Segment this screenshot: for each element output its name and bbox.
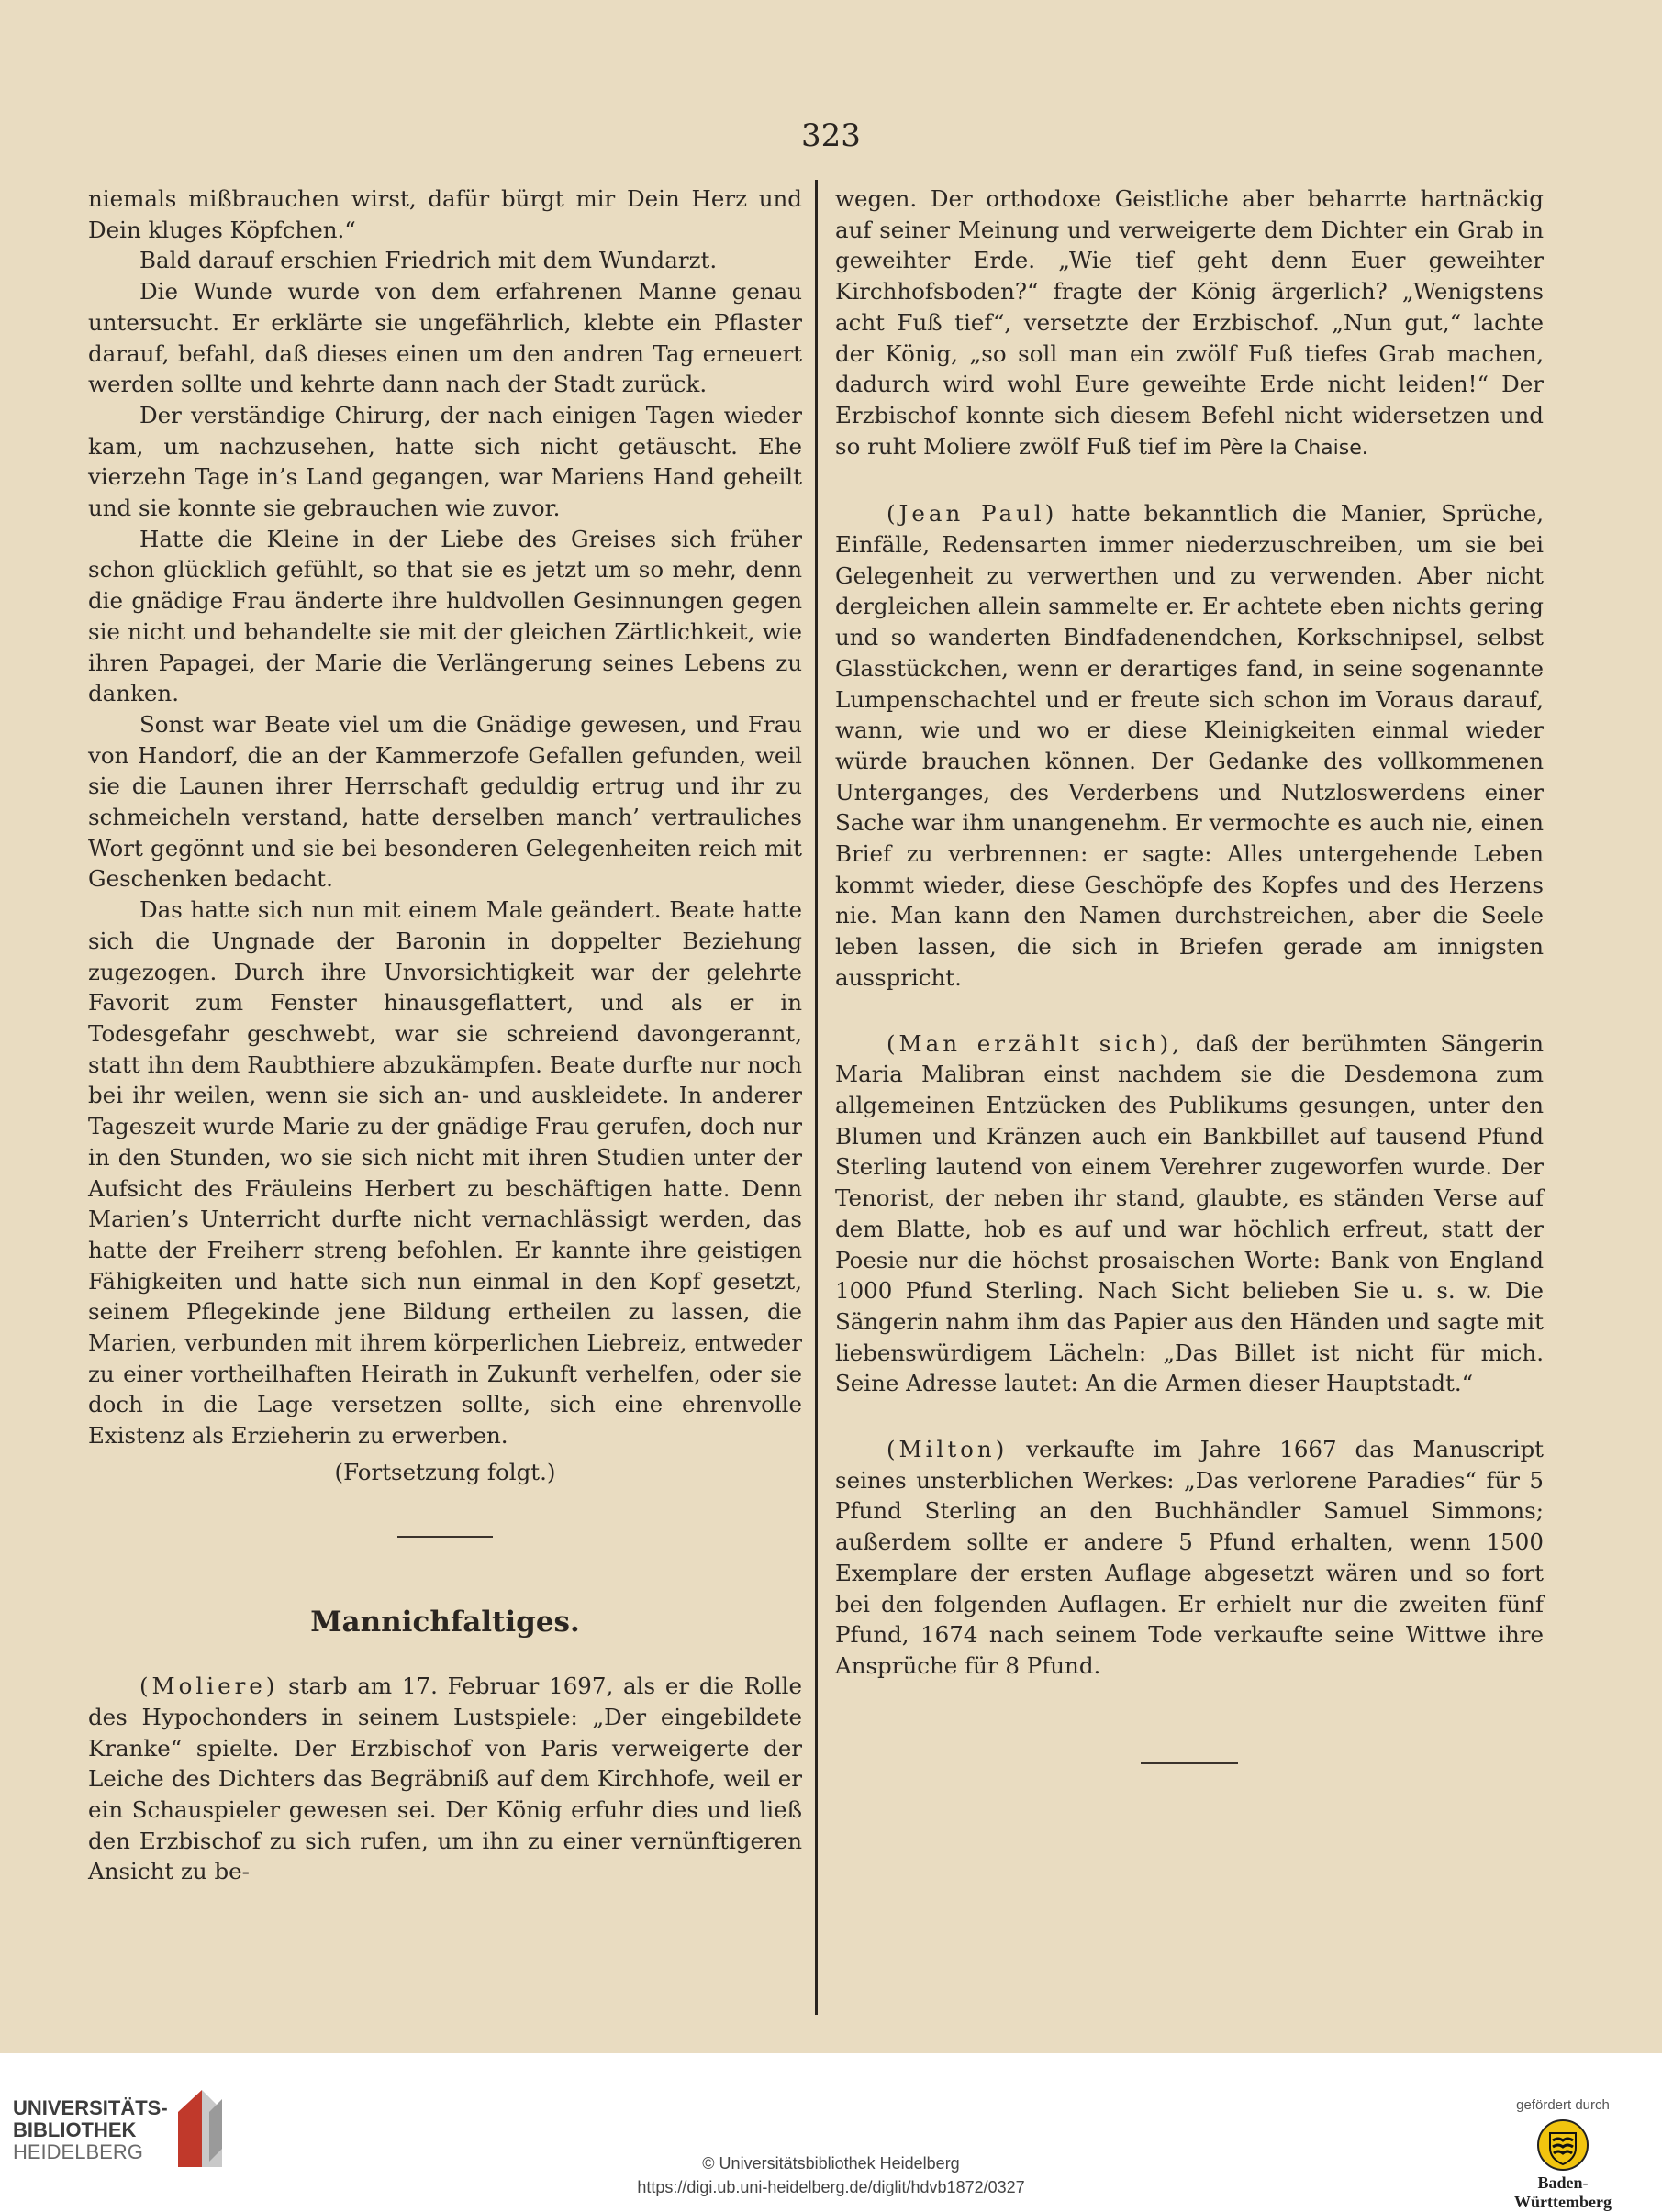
- moliere-paragraph: [88, 1671, 802, 1887]
- story-paragraph: Sonst war Beate viel um die Gnädige gewesen, und Frau von Handorf, die an der Kammerzofe Gefallen gefunden, weil sie die Launen ihrer Herrschaft geduldig ertrug und ihr zu schmeicheln verstand, hatte derselben manch’ vertrauliches Wort gegönnt und sie bei besonderen Gelegenheiten reich mit Geschenken bedacht.: [88, 710, 802, 893]
- story-paragraph: Das hatte sich nun mit einem Male geändert. Beate hatte sich die Ungnade der Baronin in doppelter Beziehung zugezogen. Durch ihre Unvorsichtigkeit war der gelehrte Favorit zum Fenster hinausgeflattert, und als er in Todesgefahr geschwebt, war sie schreiend davongerannt, statt ihn dem Raubthiere abzukämpfen. Beate durfte nur noch bei ihr weilen, wenn sie sich an- und auskleidete. In anderer Tageszeit wurde Marie zu der gnädige Frau gerufen, doch nur in den Stunden, wo sie sich nicht mit ihren Studien unter der Aufsicht des Fräuleins Herbert zu beschäftigen hatte. Denn Marien’s Unterricht durfte nicht vernachlässigt werden, das hatte der Freiherr streng befohlen. Er kannte ihre geistigen Fähigkeiten und hatte sich nun einmal in den Kopf gesetzt, seinem Pflegekinde jene Bildung ertheilen zu lassen, die Marien, verbunden mit ihrem körperlichen Liebreiz, entweder zu einer vortheilhaften Heirath in Zukunft verhelfen, oder sie doch in die Lage versetzen sollte, sich eine ehrenvolle Existenz als Erzieherin zu erwerben.: [88, 896, 802, 1450]
- moliere-continuation: [835, 183, 1544, 463]
- malibran-label: (Man erzählt sich),: [887, 1029, 1183, 1057]
- milton-label: (Milton): [887, 1436, 1009, 1463]
- moliere-text: starb am 17. Februar 1697, als er die Rolle des Hypochonders in seinem Lustspiele: „Der eingebildete Kranke“ spielte. Der Erzbischof von Paris verweigerte der Leiche des Dichters das Begräbniß auf dem Kirchhofe, weil er ein Schauspieler gewesen sei. Der König erfuhr dies und ließ den Erzbischof zu sich rufen, um ihn zu einer vernünftigeren Ansicht zu be-: [88, 1673, 802, 1885]
- state-name: Baden-Württemberg: [1514, 2173, 1612, 2211]
- right-column: [835, 183, 1544, 1764]
- viewer-footer: [0, 2053, 1662, 2211]
- column-divider: [815, 180, 818, 2015]
- moliere-place: Père la Chaise.: [1219, 436, 1368, 460]
- story-paragraph: Der verständige Chirurg, der nach einigen Tagen wieder kam, um nachzusehen, hatte sich nicht getäuscht. Ehe vierzehn Tage in’s Land gegangen, war Mariens Hand geheilt und sie konnte sie gebrauchen wie zuvor.: [88, 401, 802, 522]
- end-rule: [1141, 1762, 1238, 1764]
- left-column: [88, 183, 802, 1887]
- story-paragraph: Die Wunde wurde von dem erfahrenen Manne genau untersucht. Er erklärte sie ungefährlich, klebte ein Pflaster darauf, befahl, daß dieses einen um den andren Tag erneuert werden sollte und kehrte dann nach der Stadt zurück.: [88, 278, 802, 398]
- moliere-continuation-text: wegen. Der orthodoxe Geistliche aber beharrte hartnäckig auf seiner Meinung und verweigerte dem Dichter ein Grab in geweihter Erde. „Wie tief geht denn Euer geweihter Kirchhofsboden?“ fragte der König ärgerlich? „Wenigstens acht Fuß tief“, versetzte der Erzbischof. „Nun gut,“ lachte der König, „so soll man ein zwölf Fuß tiefes Grab machen, dadurch wird wohl Eure geweihte Erde nicht leiden!“ Der Erzbischof konnte sich diesem Befehl nicht widersetzen und so ruht Moliere zwölf Fuß tief im: [835, 185, 1544, 460]
- page-number: 323: [801, 117, 861, 154]
- jean-paul-label: (Jean Paul): [887, 500, 1058, 528]
- section-divider: [397, 1536, 493, 1538]
- story-paragraph: Hatte die Kleine in der Liebe des Greises sich früher schon glücklich gefühlt, so that sie es jetzt um so mehr, denn die gnädige Frau änderte ihre huldvollen Gesinnungen gegen sie nicht und behandelte sie mit der gleichen Zärtlichkeit, wie ihren Papagei, der Marie die Verlängerung seines Lebens zu danken.: [88, 525, 802, 707]
- story-paragraph: niemals mißbrauchen wirst, dafür bürgt mir Dein Herz und Dein kluges Köpfchen.“: [88, 185, 802, 243]
- copyright-text: © Universitätsbibliothek Heidelberg: [702, 2154, 960, 2173]
- library-name-line1: UNIVERSITÄTS-: [13, 2096, 168, 2119]
- milton-paragraph: [835, 1434, 1544, 1682]
- story-text: [88, 183, 802, 1451]
- continuation-note: (Fortsetzung folgt.): [334, 1458, 556, 1485]
- page-url-link[interactable]: https://digi.ub.uni-heidelberg.de/diglit/hdvb1872/0327: [637, 2178, 1025, 2196]
- library-name-line2: BIBLIOTHEK: [13, 2118, 137, 2141]
- library-name-line3: HEIDELBERG: [13, 2140, 143, 2163]
- jean-paul-paragraph: [835, 498, 1544, 993]
- funding-label: gefördert durch: [1516, 2097, 1610, 2113]
- funding-notice: [1489, 2097, 1636, 2212]
- malibran-paragraph: [835, 1028, 1544, 1399]
- malibran-text: daß der berühmten Sängerin Maria Malibran einst nachdem sie die Desdemona zum allgemeinen Entzücken des Publikums gesungen, unter den Blumen und Kränzen auch ein Bankbillet auf tausend Pfund Sterling lautend von einem Verehrer zugeworfen wurde. Der Tenorist, der neben ihr stand, glaubte, es ständen Verse auf dem Blatte, hob es auf und war höchlich erfreut, statt der Poesie nur die höchst prosaischen Worte: Bank von England 1000 Pfund Sterling. Nach Sicht belieben Sie u. s. w. Die Sängerin nahm ihm das Papier aus den Händen und sagte mit liebenswürdigem Lächeln: „Das Billet ist nicht für mich. Seine Adresse lautet: An die Armen dieser Hauptstadt.“: [835, 1029, 1544, 1397]
- jean-paul-text: hatte bekanntlich die Manier, Sprüche, Einfälle, Redensarten immer niederzuschreiben, um sie bei Gelegenheit zu verwerthen und zu verwenden. Aber nicht dergleichen allein sammelte er. Er achtete eben nichts gering und so wanderten Bindfadenendchen, Korkschnipsel, selbst Glasstückchen, wenn er derartiges fand, in seine sogenannte Lumpenschachtel und er freute sich schon im Voraus darauf, wann, wie und wo er diese Kleinigkeiten einmal wieder würde brauchen können. Der Gedanke des vollkommenen Unterganges, des Verderbens und Nutzloswerdens einer Sache war ihm unangenehm. Er vermochte es auch nie, einen Brief zu verbrennen: er sagte: Alles untergehende Leben kommt wieder, diese Geschöpfe des Kopfes und des Herzens nie. Man kann den Namen durchstreichen, aber die Seele leben lassen, die sich in Briefen gerade am innigsten ausspricht.: [835, 500, 1544, 991]
- state-seal-icon: [1536, 2118, 1589, 2172]
- milton-text: verkaufte im Jahre 1667 das Manuscript seines unsterblichen Werkes: „Das verlorene Paradies“ für 5 Pfund Sterling an den Buchhändler Samuel Simmons; außerdem sollte er andere 5 Pfund erhalten, wenn 1500 Exemplare der ersten Auflage abgesetzt wären und so fort bei den folgenden Auflagen. Er erhielt nur die zweiten fünf Pfund, 1674 nach seinem Tode verkaufte seine Wittwe ihre Ansprüche für 8 Pfund.: [835, 1436, 1544, 1679]
- section-heading: Mannichfaltiges.: [310, 1605, 580, 1639]
- moliere-label: (Moliere): [139, 1673, 279, 1700]
- story-paragraph: Bald darauf erschien Friedrich mit dem Wundarzt.: [139, 247, 718, 274]
